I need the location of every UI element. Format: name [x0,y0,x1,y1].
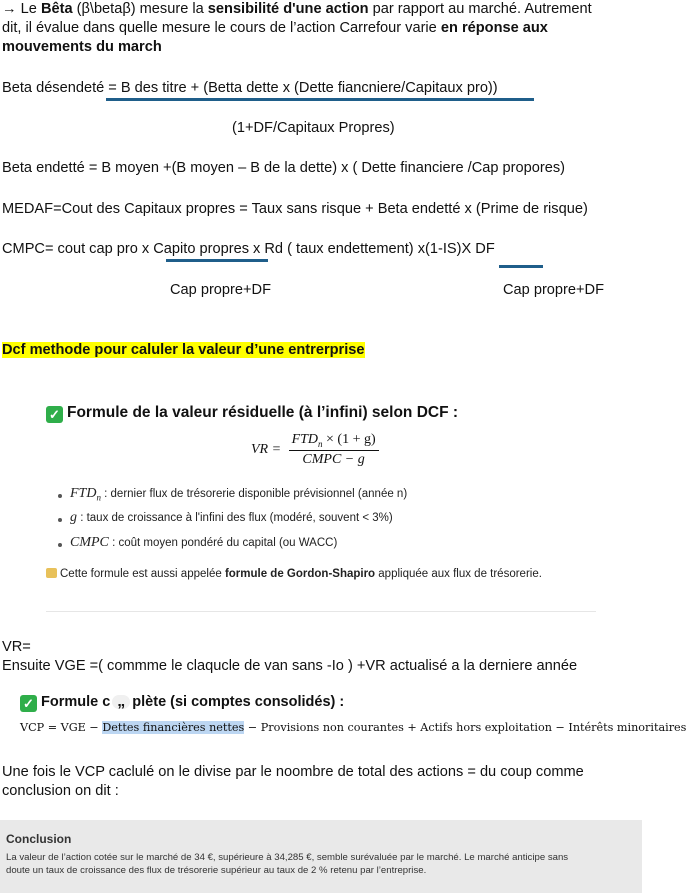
vr-bullet-3: CMPC : coût moyen pondéré du capital (ou WACC) [70,535,338,550]
formula-cmpc: CMPC= cout cap pro x Capito propres x Rd ( taux endettement) x(1-IS)X DF [2,241,495,257]
vge-line: Ensuite VGE =( commme le claqucle de van sans -Io ) +VR actualisé a la derniere année [2,658,578,674]
dcf-heading: Dcf methode pour caluler la valeur d’une entrerprise [2,342,365,358]
conclusion-line-2: doute un taux de croissance des flux de trésorerie supérieur au taux de 2 % retenu par l’entreprise. [6,865,427,876]
formula-beta-desendete-denominator: (1+DF/Capitaux Propres) [232,120,395,136]
pencil-note-icon [46,568,57,578]
conclusion-line-1: La valeur de l’action cotée sur le marché de 34 €, supérieure à 34,285 €, semble surévaluée par le marché. Le marché anticipe sans [6,852,569,863]
vr-bullet-2: g : taux de croissance à l'infini des flux (modéré, souvent < 3%) [70,510,393,525]
conclusion-box [0,820,642,893]
vr-bullet-1: $FTD_n$ : dernier flux de trésorerie disponible prévisionnel (année n) [70,486,408,503]
vr-note: Cette formule est aussi appelée formule de Gordon-Shapiro appliquée aux flux de trésorerie. [46,568,542,580]
fraction-bar [499,265,543,268]
vr-box-title: ✓ Formule de la valeur résiduelle (à l’infini) selon DCF : [46,404,458,423]
arrow-icon: → [2,1,17,17]
formula-beta-desendete: Beta désendeté = B des titre + (Betta dette x (Dette fiancniere/Capitaux pro)) [2,80,498,96]
intro-line-2: dit, il évalue dans quelle mesure le cours de l’action Carrefour varie en réponse aux [2,20,548,36]
divider [46,611,596,612]
conclusion-title: Conclusion [6,832,72,846]
formula-cmpc-denominator-1: Cap propre+DF [170,282,271,298]
vr-label: VR= [2,639,31,655]
bullet-dot [58,543,62,547]
vr-equation: VR = $\frac{FTD_n \times (1 + g)}{\text{CMPC − g}}$ [251,432,379,468]
formula-cmpc-denominator-2: Cap propre+DF [503,282,604,298]
check-icon: ✓ [20,695,37,712]
bullet-dot [58,494,62,498]
check-icon: ✓ [46,406,63,423]
vcp-text-line-2: conclusion on dit : [2,783,119,799]
bullet-dot [58,518,62,522]
vcp-box-title: ✓ Formule c „ plète (si comptes consolidés) : [20,694,344,712]
fraction-bar [166,259,268,262]
intro-line-3: mouvements du march [2,39,162,55]
fraction-bar [106,98,534,101]
intro-line-1: → Le Bêta (β\betaβ) mesure la sensibilité d'une action par rapport au marché. Autrement [2,1,592,17]
formula-medaf: MEDAF=Cout des Capitaux propres = Taux sans risque + Beta endetté x (Prime de risque) [2,201,588,217]
vcp-equation: VCP = VGE − Dettes financières nettes − Provisions non courantes + Actifs hors exploitation − Intérêts minoritaires [20,721,686,734]
formula-beta-endette: Beta endetté = B moyen +(B moyen – B de la dette) x ( Dette financiere /Cap propores) [2,160,565,176]
vcp-text-line-1: Une fois le VCP caclulé on le divise par le noombre de total des actions = du coup comme [2,764,584,780]
